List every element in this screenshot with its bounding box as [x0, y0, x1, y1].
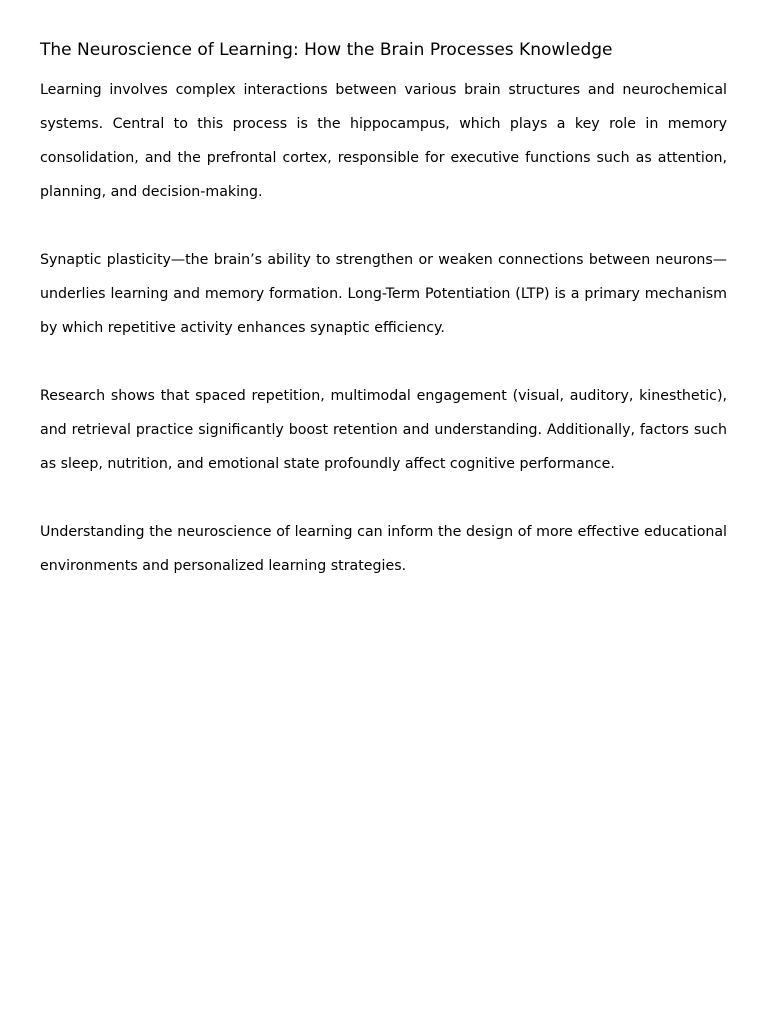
paragraph-research-findings: Research shows that spaced repetition, multimodal engagement (visual, auditory, kinesthetic), and retrieval practice significantly boost retention and understanding. Additionally, factors such as sleep, nutrition, and emotional state profoundly affect cognitive performance.	[40, 388, 727, 472]
document-title: The Neuroscience of Learning: How the Brain Processes Knowledge	[40, 40, 613, 60]
document-page	[40, 38, 727, 617]
paragraph-conclusion: Understanding the neuroscience of learning can inform the design of more effective educational environments and personalized learning strategies.	[40, 524, 727, 574]
paragraph-synaptic-plasticity: Synaptic plasticity—the brain’s ability to strengthen or weaken connections between neurons—underlies learning and memory formation. Long-Term Potentiation (LTP) is a primary mechanism by which repetitive activity enhances synaptic efficiency.	[40, 252, 727, 336]
paragraph-brain-structures: Learning involves complex interactions between various brain structures and neurochemical systems. Central to this process is the hippocampus, which plays a key role in memory consolidation, and the prefrontal cortex, responsible for executive functions such as attention, planning, and decision-making.	[40, 82, 727, 200]
